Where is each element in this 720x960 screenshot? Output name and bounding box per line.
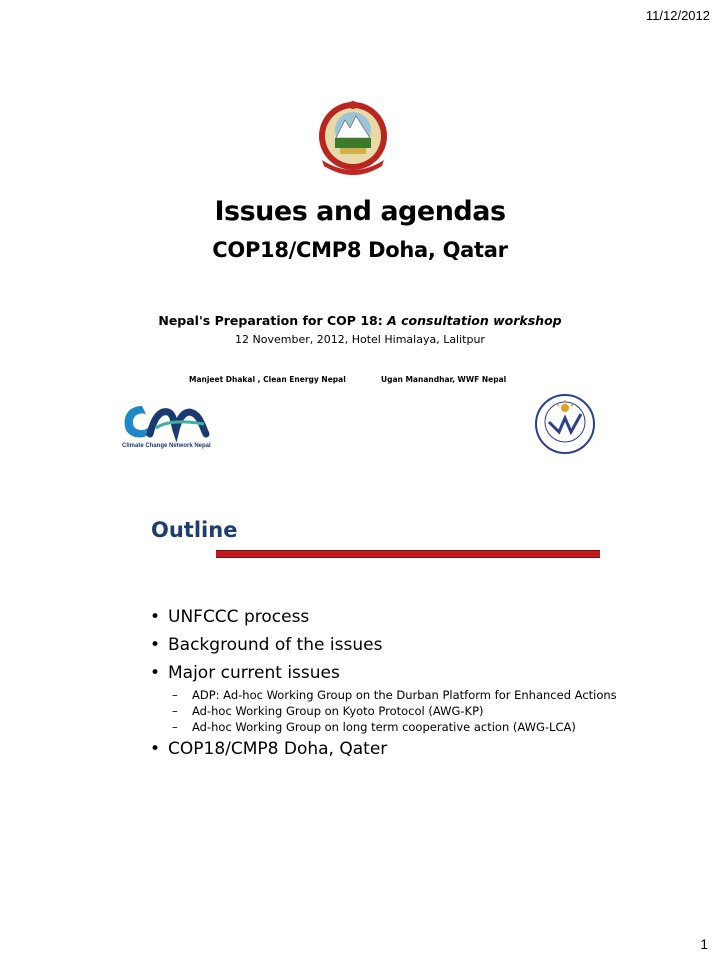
date-venue: 12 November, 2012, Hotel Himalaya, Lalitpur <box>235 333 485 346</box>
outline-item: • UNFCCC process <box>150 603 617 631</box>
nepal-emblem-logo <box>312 100 394 176</box>
presentation-title: Issues and agendas <box>214 196 506 227</box>
outline-item: • Major current issues <box>150 659 617 687</box>
outline-list <box>150 603 617 763</box>
workshop-prefix: Nepal's Preparation for COP 18: <box>158 313 388 328</box>
page-number: 1 <box>700 936 708 952</box>
cen-logo <box>533 392 597 456</box>
outline-item: • Background of the issues <box>150 631 617 659</box>
workshop-emphasis: A consultation workshop <box>387 313 562 328</box>
date-stamp: 11/12/2012 <box>645 8 710 23</box>
outline-item: • COP18/CMP8 Doha, Qater <box>150 735 617 763</box>
outline-subitem: – Ad-hoc Working Group on Kyoto Protocol (AWG-KP) <box>150 703 617 719</box>
outline-heading: Outline <box>151 518 238 542</box>
outline-subitem: – Ad-hoc Working Group on long term cooperative action (AWG-LCA) <box>150 719 617 735</box>
presentation-subtitle: COP18/CMP8 Doha, Qatar <box>212 238 508 262</box>
author-2: Ugan Manandhar, WWF Nepal <box>381 375 507 384</box>
outline-subitem: – ADP: Ad-hoc Working Group on the Durban Platform for Enhanced Actions <box>150 687 617 703</box>
author-1: Manjeet Dhakal , Clean Energy Nepal <box>189 375 346 384</box>
workshop-line <box>0 313 720 328</box>
heading-rule <box>216 550 600 558</box>
ccn-logo-label: Climate Change Network Nepal <box>122 443 211 449</box>
